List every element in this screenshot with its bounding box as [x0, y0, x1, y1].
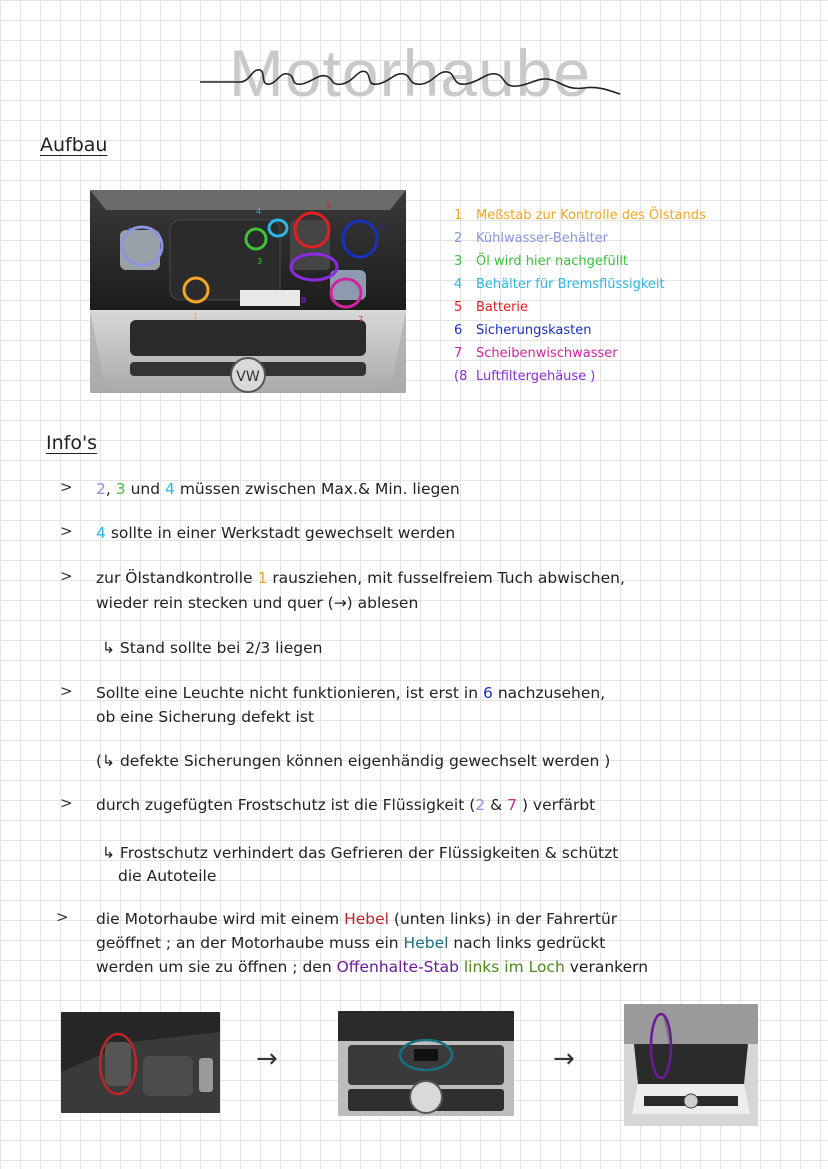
marker-4: 4: [256, 207, 262, 216]
legend-item: (8 Luftfiltergehäuse ): [454, 369, 596, 384]
marker-8: 8: [301, 296, 307, 305]
bullet-marker: >: [60, 522, 73, 540]
photo-door-lever: [61, 1012, 220, 1113]
marker-6: 6: [380, 223, 386, 232]
info-bullet-4-line2: ob eine Sicherung defekt ist: [96, 708, 314, 726]
info-bullet-6-line2: geöffnet ; an der Motorhaube muss ein Hebel nach links gedrückt: [96, 934, 606, 952]
arrow-1: →: [256, 1044, 278, 1074]
marker-1: 1: [193, 312, 199, 321]
info-bullet-5: durch zugefügten Frostschutz ist die Flüssigkeit (2 & 7 ) verfärbt: [96, 796, 596, 814]
vw-logo: VW: [236, 369, 260, 385]
arrow-2: →: [553, 1044, 575, 1074]
info-bullet-6-line1: die Motorhaube wird mit einem Hebel (unten links) in der Fahrertür: [96, 910, 618, 928]
title-script-overlay: [180, 28, 640, 118]
engine-bay-photo: [90, 190, 406, 393]
info-bullet-2: 4 sollte in einer Werkstadt gewechselt werden: [96, 524, 456, 542]
legend: [454, 204, 706, 388]
info-bullet-5-sub2: die Autoteile: [118, 867, 217, 885]
info-bullet-4-sub: (↳ defekte Sicherungen können eigenhändig gewechselt werden ): [96, 752, 611, 770]
marker-5: 5: [326, 201, 332, 210]
legend-item: 7 Scheibenwischwasser: [454, 346, 618, 361]
legend-item: 5 Batterie: [454, 300, 529, 315]
bullet-marker: >: [60, 478, 73, 496]
bullet-marker: >: [60, 567, 73, 585]
marker-2: 2: [128, 227, 134, 236]
info-bullet-1: 2, 3 und 4 müssen zwischen Max.& Min. liegen: [96, 480, 460, 498]
marker-7: 7: [358, 315, 364, 324]
legend-item: 6 Sicherungskasten: [454, 323, 592, 338]
info-bullet-3-sub: ↳ Stand sollte bei 2/3 liegen: [102, 639, 323, 657]
info-bullet-5-sub1: ↳ Frostschutz verhindert das Gefrieren der Flüssigkeiten & schützt: [102, 844, 619, 862]
legend-item: 1 Meßstab zur Kontrolle des Ölstands: [454, 208, 706, 223]
legend-item: 3 Öl wird hier nachgefüllt: [454, 254, 629, 269]
info-bullet-4: Sollte eine Leuchte nicht funktionieren, ist erst in 6 nachzusehen,: [96, 684, 606, 702]
photo-hood-lever: [338, 1011, 514, 1116]
info-bullet-6-line3: werden um sie zu öffnen ; den Offenhalte-Stab links im Loch verankern: [96, 958, 649, 976]
heading-aufbau: Aufbau: [40, 134, 108, 156]
bullet-marker: >: [56, 908, 69, 926]
info-bullet-3: zur Ölstandkontrolle 1 rausziehen, mit fusselfreiem Tuch abwischen,: [96, 569, 625, 587]
bullet-marker: >: [60, 794, 73, 812]
heading-infos: Info's: [46, 432, 98, 454]
title-text: Motorhaube: [228, 36, 592, 110]
photo-hood-open: [624, 1004, 758, 1126]
page-title: [180, 28, 640, 118]
bullet-marker: >: [60, 682, 73, 700]
marker-3: 3: [257, 257, 263, 266]
info-bullet-3-line2: wieder rein stecken und quer (→) ablesen: [96, 594, 419, 612]
legend-item: 4 Behälter für Bremsflüssigkeit: [454, 277, 665, 292]
legend-item: 2 Kühlwasser-Behälter: [454, 231, 609, 246]
